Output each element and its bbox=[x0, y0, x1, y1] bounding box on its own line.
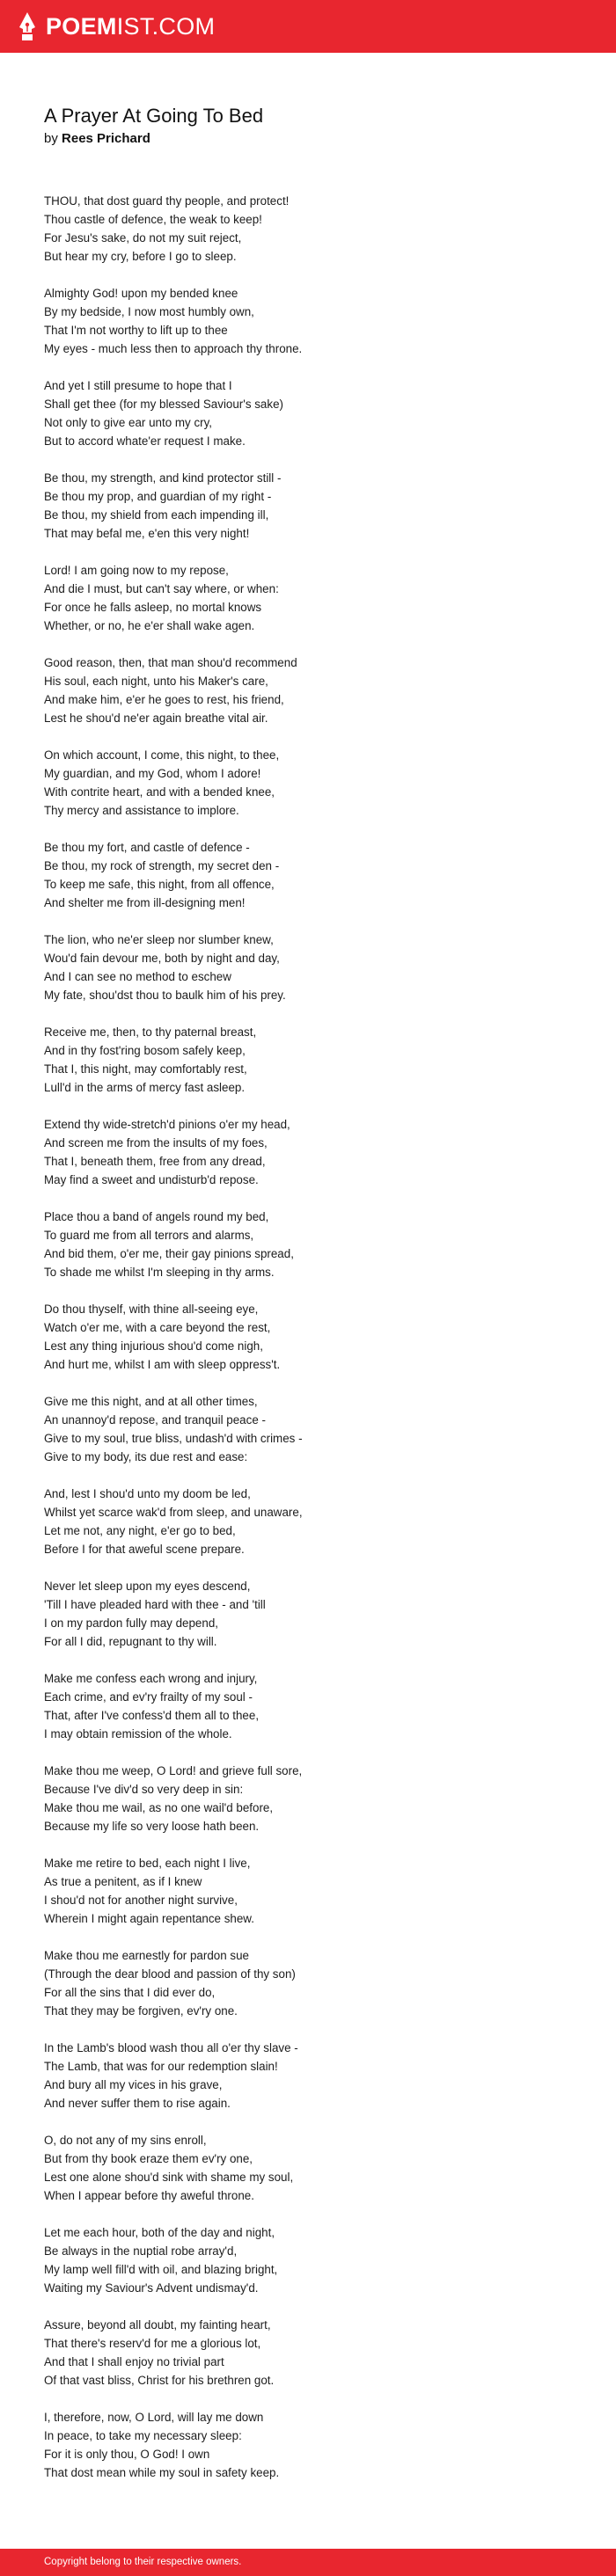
poem-line: May find a sweet and undisturb'd repose. bbox=[44, 1173, 259, 1186]
poem-line: Because my life so very loose hath been. bbox=[44, 1820, 260, 1833]
poem-line: Give to my body, its due rest and ease: bbox=[44, 1450, 248, 1463]
stanza bbox=[44, 2408, 572, 2482]
stanza bbox=[44, 930, 572, 1004]
poem-line: My lamp well fill'd with oil, and blazing bright, bbox=[44, 2263, 278, 2276]
poem-line: Wherein I might again repentance shew. bbox=[44, 1912, 254, 1925]
poem-line: With contrite heart, and with a bended knee, bbox=[44, 785, 275, 799]
stanza bbox=[44, 1115, 572, 1189]
stanza bbox=[44, 1854, 572, 1928]
poem-line: That, after I've confess'd them all to thee, bbox=[44, 1709, 260, 1722]
poem-line: Be thou, my shield from each impending ill, bbox=[44, 508, 269, 522]
site-logo-text bbox=[46, 12, 216, 40]
poem-line: And die I must, but can't say where, or when: bbox=[44, 582, 279, 595]
poem-line: By my bedside, I now most humbly own, bbox=[44, 305, 254, 318]
footer-copyright: Copyright belong to their respective owners. bbox=[44, 2557, 242, 2567]
poem-line: The lion, who ne'er sleep nor slumber knew, bbox=[44, 933, 274, 946]
poem-line: That I'm not worthy to lift up to thee bbox=[44, 324, 228, 337]
poem-line: Thou castle of defence, the weak to keep! bbox=[44, 213, 262, 226]
poem-line: And bury all my vices in his grave, bbox=[44, 2078, 223, 2091]
poem-line: In peace, to take my necessary sleep: bbox=[44, 2429, 242, 2442]
stanza bbox=[44, 653, 572, 727]
poem-line: Make thou me wail, as no one wail'd before, bbox=[44, 1801, 274, 1814]
poem-line: I may obtain remission of the whole. bbox=[44, 1727, 232, 1740]
poem-line: That they may be forgiven, ev'ry one. bbox=[44, 2004, 238, 2018]
poem-line: Before I for that aweful scene prepare. bbox=[44, 1543, 245, 1556]
poem-line: That dost mean while my soul in safety keep. bbox=[44, 2466, 280, 2479]
poem-line: Be always in the nuptial robe array'd, bbox=[44, 2244, 238, 2258]
poem-line: For all the sins that I did ever do, bbox=[44, 1986, 216, 1999]
stanza bbox=[44, 2316, 572, 2390]
poem-line: And in thy fost'ring bosom safely keep, bbox=[44, 1044, 246, 1057]
poem-line: And hurt me, whilst I am with sleep oppress't. bbox=[44, 1358, 281, 1371]
poem-title: A Prayer At Going To Bed bbox=[44, 105, 264, 127]
poem-line: The Lamb, that was for our redemption slain! bbox=[44, 2060, 278, 2073]
poem-line: Make me confess each wrong and injury, bbox=[44, 1672, 258, 1685]
poem-line: Never let sleep upon my eyes descend, bbox=[44, 1580, 251, 1593]
poem-line: Make thou me weep, O Lord! and grieve full sore, bbox=[44, 1764, 303, 1777]
poem-line: My eyes - much less then to approach thy throne. bbox=[44, 342, 303, 355]
author-link[interactable]: Rees Prichard bbox=[62, 131, 150, 146]
stanza bbox=[44, 838, 572, 912]
site-logo-text-bold: POEM bbox=[46, 12, 117, 40]
poem-line: Place thou a band of angels round my bed, bbox=[44, 1210, 269, 1223]
poem-line: That I, this night, may comfortably rest, bbox=[44, 1062, 247, 1076]
poem-line: My fate, shou'dst thou to baulk him of his prey. bbox=[44, 989, 286, 1002]
poem-line: Give to my soul, true bliss, undash'd with crimes - bbox=[44, 1432, 303, 1445]
stanza bbox=[44, 192, 572, 266]
stanza bbox=[44, 2039, 572, 2113]
poem-line: And shelter me from ill-designing men! bbox=[44, 896, 246, 909]
poem-line: Extend thy wide-stretch'd pinions o'er my head, bbox=[44, 1118, 290, 1131]
stanza bbox=[44, 561, 572, 635]
stanza bbox=[44, 284, 572, 358]
poem-body bbox=[44, 192, 572, 2500]
poem-line: Of that vast bliss, Christ for his brethren got. bbox=[44, 2374, 275, 2387]
poem-line: Watch o'er me, with a care beyond the rest, bbox=[44, 1321, 271, 1334]
poem-line: Be thou, my rock of strength, my secret den - bbox=[44, 859, 280, 872]
site-logo-link[interactable] bbox=[18, 11, 215, 42]
poem-line: Thy mercy and assistance to implore. bbox=[44, 804, 239, 817]
poem-line: His soul, each night, unto his Maker's care, bbox=[44, 675, 268, 688]
poem-line: Waiting my Saviour's Advent undismay'd. bbox=[44, 2281, 259, 2295]
poem-line: Because I've div'd so very deep in sin: bbox=[44, 1783, 244, 1796]
poem-line: Each crime, and ev'ry frailty of my soul - bbox=[44, 1690, 253, 1704]
poem-line: I shou'd not for another night survive, bbox=[44, 1894, 238, 1907]
poem-line: As true a penitent, as if I knew bbox=[44, 1875, 202, 1888]
poem-line: Not only to give ear unto my cry, bbox=[44, 416, 213, 429]
poem-line: Lull'd in the arms of mercy fast asleep. bbox=[44, 1081, 246, 1094]
poem-line: And, lest I shou'd unto my doom be led, bbox=[44, 1487, 251, 1500]
stanza bbox=[44, 1762, 572, 1835]
poem-line: Let me each hour, both of the day and night, bbox=[44, 2226, 275, 2239]
poem-line: To shade me whilst I'm sleeping in thy arms. bbox=[44, 1266, 275, 1279]
stanza bbox=[44, 2131, 572, 2205]
poem-line: And yet I still presume to hope that I bbox=[44, 379, 232, 392]
poem-line: Lest any thing injurious shou'd come nigh, bbox=[44, 1339, 263, 1353]
poem-line: When I appear before thy aweful throne. bbox=[44, 2189, 254, 2202]
poem-line: (Through the dear blood and passion of thy son) bbox=[44, 1967, 296, 1981]
poem-line: Be thou my prop, and guardian of my right - bbox=[44, 490, 272, 503]
poem-line: I on my pardon fully may depend, bbox=[44, 1616, 218, 1630]
poem-line: Almighty God! upon my bended knee bbox=[44, 287, 238, 300]
poem-line: To keep me safe, this night, from all offence, bbox=[44, 878, 275, 891]
stanza bbox=[44, 1392, 572, 1466]
stanza bbox=[44, 469, 572, 543]
poem-line: Give me this night, and at all other times, bbox=[44, 1395, 258, 1408]
poem-line: Lest he shou'd ne'er again breathe vital air. bbox=[44, 712, 268, 725]
stanza bbox=[44, 1023, 572, 1097]
pen-nib-icon bbox=[18, 11, 37, 41]
poem-line: And screen me from the insults of my foes, bbox=[44, 1136, 268, 1149]
stanza bbox=[44, 1300, 572, 1374]
stanza bbox=[44, 1669, 572, 1743]
stanza bbox=[44, 1485, 572, 1558]
poem-line: Let me not, any night, e'er go to bed, bbox=[44, 1524, 236, 1537]
poem-line: I, therefore, now, O Lord, will lay me down bbox=[44, 2411, 264, 2424]
poem-line: Be thou, my strength, and kind protector still - bbox=[44, 471, 282, 485]
by-label: by bbox=[44, 131, 58, 146]
poem-line: Receive me, then, to thy paternal breast, bbox=[44, 1025, 257, 1039]
poem-line: Lord! I am going now to my repose, bbox=[44, 564, 229, 577]
poem-line: Whether, or no, he e'er shall wake agen. bbox=[44, 619, 255, 632]
poem-line: Assure, beyond all doubt, my fainting heart, bbox=[44, 2318, 271, 2332]
poem-line: Make me retire to bed, each night I live, bbox=[44, 1857, 251, 1870]
poem-line: Good reason, then, that man shou'd recommend bbox=[44, 656, 297, 669]
poem-line: To guard me from all terrors and alarms, bbox=[44, 1229, 254, 1242]
poem-line: For Jesu's sake, do not my suit reject, bbox=[44, 231, 242, 244]
poem-line: Make thou me earnestly for pardon sue bbox=[44, 1949, 249, 1962]
poem-line: Do thou thyself, with thine all-seeing eye, bbox=[44, 1303, 259, 1316]
poem-line: In the Lamb's blood wash thou all o'er thy slave - bbox=[44, 2041, 298, 2054]
stanza bbox=[44, 1946, 572, 2020]
poem-line: But to accord whate'er request I make. bbox=[44, 434, 246, 448]
poem-line: And never suffer them to rise again. bbox=[44, 2097, 231, 2110]
poem-line: That there's reserv'd for me a glorious lot, bbox=[44, 2337, 261, 2350]
poem-line: O, do not any of my sins enroll, bbox=[44, 2134, 207, 2147]
poem-heading bbox=[44, 104, 572, 148]
poem-line: Lest one alone shou'd sink with shame my soul, bbox=[44, 2171, 294, 2184]
poem-line: On which account, I come, this night, to thee, bbox=[44, 748, 280, 762]
poem-line: But hear my cry, before I go to sleep. bbox=[44, 250, 237, 263]
poem-line: And that I shall enjoy no trivial part bbox=[44, 2355, 224, 2368]
poem-line: For all I did, repugnant to thy will. bbox=[44, 1635, 217, 1648]
poem-line: Whilst yet scarce wak'd from sleep, and unaware, bbox=[44, 1506, 303, 1519]
footer-bar bbox=[0, 2549, 616, 2576]
poem-byline bbox=[44, 130, 572, 148]
poem-line: That I, beneath them, free from any dread, bbox=[44, 1155, 266, 1168]
stanza bbox=[44, 1577, 572, 1651]
stanza bbox=[44, 2223, 572, 2297]
poem-line: And I can see no method to eschew bbox=[44, 970, 231, 983]
poem-line: That may befal me, e'en this very night! bbox=[44, 527, 250, 540]
poem-line: For once he falls asleep, no mortal knows bbox=[44, 601, 262, 614]
poem-line: Be thou my fort, and castle of defence - bbox=[44, 841, 250, 854]
poem-line: And make him, e'er he goes to rest, his friend, bbox=[44, 693, 284, 706]
poem-line: 'Till I have pleaded hard with thee - and 'till bbox=[44, 1598, 266, 1611]
poem-line: Wou'd fain devour me, both by night and day, bbox=[44, 952, 280, 965]
poem-line: THOU, that dost guard thy people, and protect! bbox=[44, 194, 290, 208]
site-logo-text-light: IST.COM bbox=[116, 12, 216, 40]
poem-line: And bid them, o'er me, their gay pinions spread, bbox=[44, 1247, 294, 1260]
stanza bbox=[44, 1208, 572, 1281]
top-header-bar bbox=[0, 0, 616, 53]
poem-line: For it is only thou, O God! I own bbox=[44, 2448, 210, 2461]
stanza bbox=[44, 746, 572, 820]
poem-line: Shall get thee (for my blessed Saviour's sake) bbox=[44, 398, 283, 411]
poem-line: An unannoy'd repose, and tranquil peace - bbox=[44, 1413, 266, 1427]
stanza bbox=[44, 376, 572, 450]
poem-line: My guardian, and my God, whom I adore! bbox=[44, 767, 261, 780]
poem-line: But from thy book eraze them ev'ry one, bbox=[44, 2152, 253, 2165]
